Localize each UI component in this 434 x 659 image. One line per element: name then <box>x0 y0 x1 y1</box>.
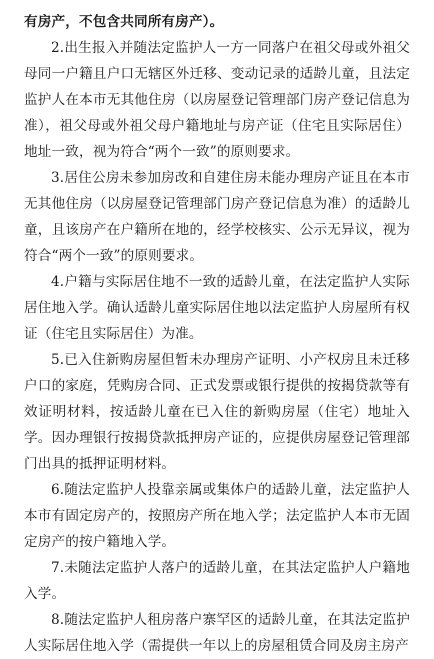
paragraph-item-2: 2.出生报入并随法定监护人一方一同落户在祖父母或外祖父母同一户籍且户口无辖区外迁移、变动记录的适龄儿童，且法定监护人在本市无其他住房（以房屋登记管理部门房产登记信息为准），祖父母或外祖父母户籍地址与房产证（住宅且实际居住）地址一致，视为符合“两个一致”的原则要求。 <box>24 40 410 160</box>
paragraph-continuation: 有房产，不包含共同所有房产）。 <box>24 14 224 30</box>
paragraph-item-7: 7.未随法定监护人落户的适龄儿童，在其法定监护人户籍地入学。 <box>24 560 410 602</box>
paragraph-item-6: 6.随法定监护人投靠亲属或集体户的适龄儿童，法定监护人本市有固定房产的，按照房产所在地入学；法定监护人本市无固定房产的按户籍地入学。 <box>24 482 410 550</box>
paragraph-item-4: 4.户籍与实际居住地不一致的适龄儿童，在法定监护人实际居住地入学。确认适龄儿童实际居住地以法定监护人房屋所有权证（住宅且实际居住）为准。 <box>24 274 410 342</box>
paragraph-item-5: 5.已入住新购房屋但暂未办理房产证明、小产权房且未迁移户口的家庭，凭购房合同、正式发票或银行提供的按揭贷款等有效证明材料，按适龄儿童在已入住的新购房屋（住宅）地址入学。因办理银行按揭贷款抵押房产证的，应提供房屋登记管理部门出具的抵押证明材料。 <box>24 352 410 472</box>
paragraph-item-8: 8.随法定监护人租房落户寨罕区的适龄儿童，在其法定监护人实际居住地入学（需提供一年以上的房屋租赁合同及房主房产 <box>24 612 410 654</box>
paragraph-item-3: 3.居住公房未参加房改和自建住房未能办理房产证且在本市无其他住房（以房屋登记管理部门房产登记信息为准）的适龄儿童，且该房产在户籍所在地的，经学校核实、公示无异议，视为符合“两个一致”的原则要求。 <box>24 170 410 264</box>
